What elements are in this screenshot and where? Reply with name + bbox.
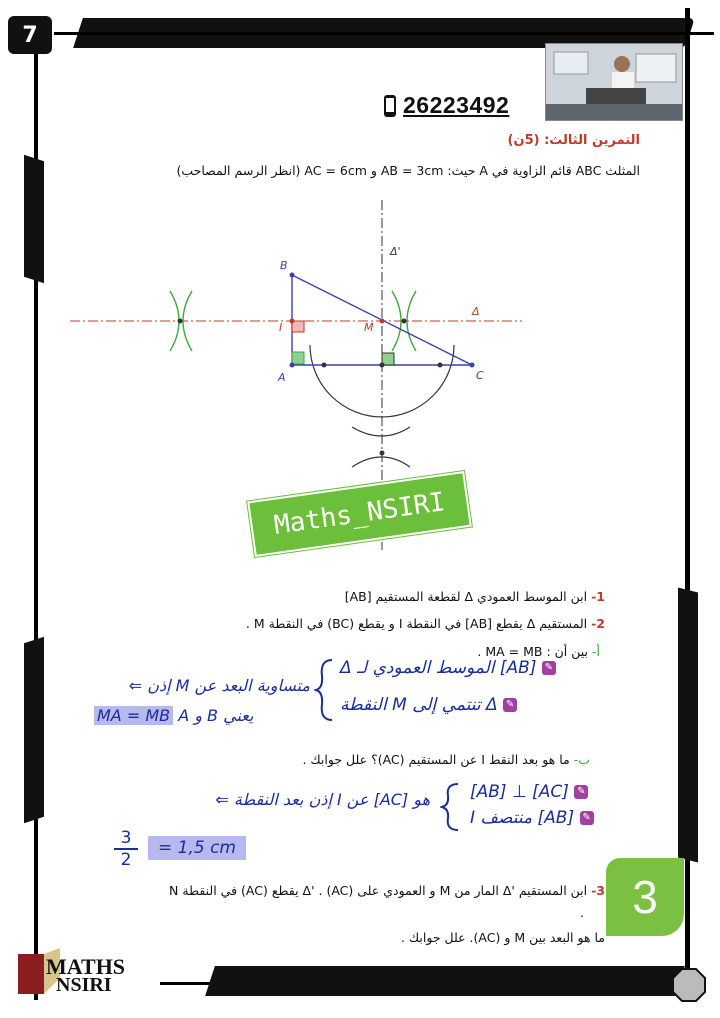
point-m xyxy=(380,319,385,324)
question-1 xyxy=(345,589,605,604)
label-m: M xyxy=(364,321,374,334)
page-number: 7 xyxy=(22,22,38,48)
logo-line2: NSIRI xyxy=(56,974,112,996)
hand-b-line2-text: I منتصف [AB] xyxy=(470,808,575,828)
clip-icon: ✎ xyxy=(542,661,556,675)
question-1-number: 1- xyxy=(591,589,605,604)
compass-arc xyxy=(352,457,410,467)
question-2b-text: ما هو بعد النقط I عن المستقيم (AC)؟ علل جوابك . xyxy=(302,752,570,767)
question-2-number: 2- xyxy=(591,616,605,631)
question-1-text: ابن الموسط العمودي Δ لقطعة المستقيم [AB] xyxy=(344,589,588,604)
hand-a-line2 xyxy=(340,695,517,715)
hand-a-highlight: MA = MB xyxy=(94,706,173,725)
question-3-text: ابن المستقيم 'Δ المار من M و العمودي على (AC) . 'Δ يقطع (AC) في النقطة N xyxy=(169,883,588,898)
question-2a-number: أ- xyxy=(592,644,600,659)
question-3 xyxy=(169,883,605,898)
hand-b-line2 xyxy=(470,808,594,828)
question-2 xyxy=(246,616,605,631)
question-3-number: 3- xyxy=(591,883,605,898)
hand-b-conclusion: ⇐ إذن بعد النقطة I عن [AC] هو xyxy=(215,790,430,809)
clip-icon: ✎ xyxy=(574,785,588,799)
clip-icon: ✎ xyxy=(580,811,594,825)
label-delta: Δ xyxy=(472,305,480,318)
question-2b xyxy=(302,752,590,767)
compass-arc xyxy=(352,427,410,436)
hand-a-line2-text: النقطة M تنتمي إلى Δ xyxy=(340,695,498,715)
point-arc-cross-left xyxy=(178,319,183,324)
hand-b-line1-text: [AB] ⊥ [AC] xyxy=(470,782,569,802)
question-badge-number: 3 xyxy=(632,871,658,923)
clip-icon: ✎ xyxy=(503,698,517,712)
phone-contact xyxy=(383,92,509,119)
right-angle-a xyxy=(292,352,304,364)
left-side-tab-bottom xyxy=(24,637,44,823)
question-2b-number: ب- xyxy=(573,752,590,767)
phone-icon xyxy=(383,94,397,118)
point-c xyxy=(470,363,475,368)
hand-a-conclusion2-text: A و B يعني xyxy=(178,706,254,725)
footer-octagon xyxy=(672,968,706,1002)
question-3-dot: . xyxy=(580,905,584,920)
hand-b-result-text: = 1,5 cm xyxy=(148,836,246,860)
label-a: A xyxy=(278,371,286,384)
left-side-tab-top xyxy=(24,155,44,283)
page-number-badge xyxy=(8,16,52,54)
question-badge xyxy=(606,858,684,936)
right-side-tab xyxy=(678,588,698,863)
label-i: I xyxy=(279,321,283,334)
question-2-text: المستقيم Δ يقطع [AB] في النقطة I و يقطع (BC) في النقطة M . xyxy=(245,616,588,631)
point-arc-left xyxy=(322,363,327,368)
point-n xyxy=(380,363,385,368)
curly-brace xyxy=(314,658,336,722)
point-arc-cross-right xyxy=(402,319,407,324)
fraction-denominator: 2 xyxy=(120,850,132,870)
curly-brace xyxy=(440,782,462,832)
label-c: C xyxy=(476,369,484,382)
label-delta-prime: Δ' xyxy=(390,245,401,258)
frame-top-line xyxy=(54,32,714,35)
teacher-photo xyxy=(545,43,683,121)
point-b xyxy=(290,273,295,278)
hand-a-conclusion2 xyxy=(94,706,253,725)
logo-line1: MATHS xyxy=(46,954,126,979)
point-a xyxy=(290,363,295,368)
exercise-title: التمرين الثالث: (5ن) xyxy=(507,133,640,148)
hand-b-line1 xyxy=(470,782,588,802)
footer-band xyxy=(205,966,685,996)
hand-a-line1 xyxy=(340,658,556,678)
fraction-numerator: 3 xyxy=(120,828,132,848)
label-b: B xyxy=(280,259,288,272)
hand-a-line1-text: Δ الموسط العمودي لـ [AB] xyxy=(340,658,537,678)
question-2a xyxy=(477,644,600,659)
hand-a-conclusion1: ⇐ إذن M متساوية البعد عن xyxy=(128,676,310,695)
right-angle-n xyxy=(382,353,394,365)
point-arc-right xyxy=(438,363,443,368)
hand-b-result xyxy=(148,838,246,858)
point-arc-cross-bottom xyxy=(380,451,385,456)
exercise-statement: المثلث ABC قائم الزاوية في A حيث: AB = 3cm و AC = 6cm (انظر الرسم المصاحب) xyxy=(176,163,640,178)
maths-nsiri-logo xyxy=(16,948,146,998)
point-i xyxy=(290,319,295,324)
phone-number: 26223492 xyxy=(403,92,510,118)
question-3b: ما هو البعد بين M و (AC). علل جوابك . xyxy=(400,930,605,945)
teacher-photo-illustration xyxy=(546,44,682,120)
question-2a-text: بين أن : MA = MB . xyxy=(477,644,589,659)
watermark-text: Maths_NSIRI xyxy=(272,487,447,541)
hand-b-fraction xyxy=(114,828,138,870)
